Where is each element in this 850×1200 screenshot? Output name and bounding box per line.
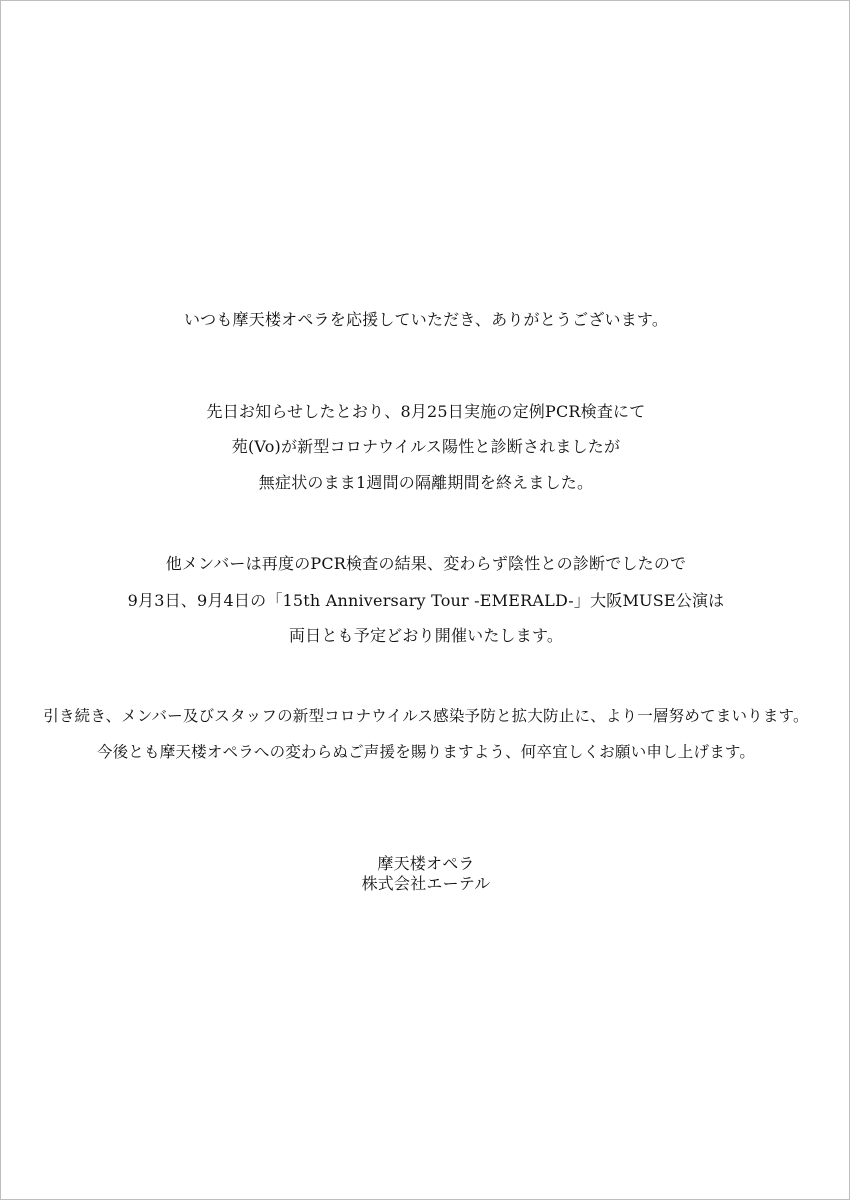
paragraph2-line1: 他メンバーは再度のPCR検査の結果、変わらず陰性との診断でしたので (165, 554, 687, 573)
signature-band-name: 摩天楼オペラ (377, 854, 475, 873)
paragraph3-line1: 引き続き、メンバー及びスタッフの新型コロナウイルス感染予防と拡大防止に、より一層努めてまいります。 (43, 707, 809, 725)
paragraph2-line3: 両日とも予定どおり開催いたします。 (288, 626, 564, 645)
paragraph1-line1: 先日お知らせしたとおり、8月25日実施の定例PCR検査にて (206, 402, 646, 421)
paragraph2-line2: 9月3日、9月4日の「15th Anniversary Tour -EMERALD-」大阪MUSE公演は (127, 591, 725, 610)
greeting-text: いつも摩天楼オペラを応援していただき、ありがとうございます。 (183, 310, 669, 329)
signature-company-name: 株式会社エーテル (361, 874, 491, 893)
paragraph1-line3: 無症状のまま1週間の隔離期間を終えました。 (258, 473, 594, 492)
paragraph3-line2: 今後とも摩天楼オペラへの変わらぬご声援を賜りますよう、何卒宜しくお願い申し上げます。 (96, 743, 756, 761)
paragraph1-line2: 苑(Vo)が新型コロナウイルス陽性と診断されましたが (231, 437, 621, 456)
